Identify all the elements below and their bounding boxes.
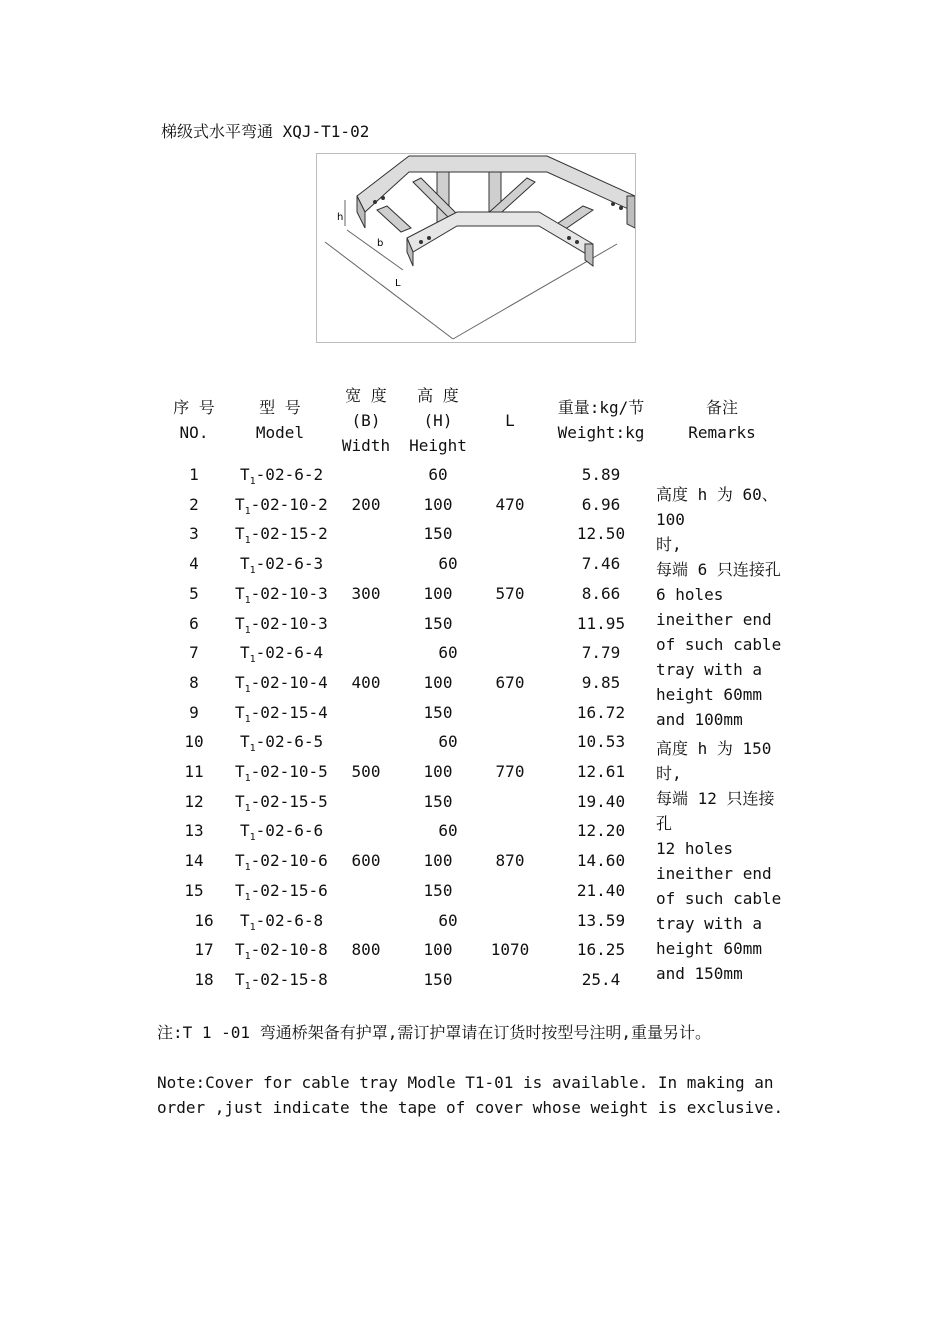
dimension-label-b: b: [377, 238, 384, 249]
table-header-line: 宽 度: [345, 386, 387, 405]
row-model: [240, 732, 324, 755]
row-weight: 16.25: [576, 940, 626, 960]
note-chinese: 注:T 1 -01 弯通桥架备有护罩,需订护罩请在订货时按型号注明,重量另计。: [157, 1023, 711, 1042]
remark-line: and 150mm: [656, 964, 743, 983]
remark-line: and 100mm: [656, 710, 743, 729]
row-model: [235, 851, 328, 874]
row-height: 100: [423, 940, 453, 960]
model-prefix: T: [235, 880, 245, 900]
group-length: 870: [495, 851, 525, 871]
model-prefix: T: [235, 851, 245, 871]
remark-line: ineither end: [656, 610, 772, 629]
row-weight: 13.59: [576, 910, 626, 930]
product-diagram: [316, 153, 636, 343]
group-length: 470: [495, 494, 525, 514]
model-prefix: T: [240, 554, 250, 574]
table-header-line: Width: [341, 436, 391, 455]
row-number: 16: [194, 910, 214, 930]
remark-line: 时,: [656, 764, 682, 783]
model-suffix: -02-10-8: [250, 940, 328, 960]
model-sub: 1: [244, 535, 251, 547]
table-header-line: (B): [351, 411, 381, 430]
row-number: 15: [184, 880, 204, 900]
model-suffix: -02-15-8: [250, 969, 328, 989]
remark-line: 时,: [656, 535, 682, 554]
model-prefix: T: [235, 494, 245, 514]
remark-line: 孔: [656, 814, 673, 833]
model-sub: 1: [249, 476, 256, 487]
group-width: 800: [351, 940, 381, 960]
table-header-line: 备注: [705, 398, 738, 417]
remark-line: 6 holes: [656, 585, 724, 604]
group-length: 570: [495, 583, 525, 603]
model-sub: 1: [244, 713, 251, 725]
row-weight: 12.20: [576, 821, 626, 841]
row-number: 6: [189, 613, 199, 633]
row-weight: 8.66: [581, 583, 621, 603]
model-sub: 1: [249, 654, 256, 666]
row-number: 17: [194, 940, 214, 960]
row-number: 1: [189, 465, 199, 484]
table-header-line: (H): [423, 411, 453, 430]
row-model: [240, 643, 324, 666]
group-width: 300: [351, 583, 381, 603]
row-weight: 12.50: [576, 524, 626, 544]
model-prefix: T: [240, 643, 250, 663]
row-weight: 7.79: [581, 643, 621, 663]
table-header-6: [662, 395, 782, 445]
row-model: [235, 584, 328, 604]
row-number: 18: [194, 969, 214, 989]
model-prefix: T: [235, 672, 245, 692]
row-number: 8: [189, 672, 199, 692]
model-sub: 1: [244, 683, 251, 695]
table-header-line: Height: [409, 436, 467, 455]
row-weight: 9.85: [581, 672, 621, 692]
group-width: 600: [351, 851, 381, 871]
remark-line: 每端 6 只连接孔: [656, 560, 781, 579]
model-sub: 1: [249, 743, 256, 755]
model-sub: 1: [249, 921, 256, 933]
cable-tray-elbow-illustration: [317, 154, 635, 342]
table-header-line: NO.: [179, 423, 209, 442]
table-header-line: 重量:kg/节: [557, 398, 645, 417]
model-sub: 1: [249, 832, 256, 844]
model-suffix: -02-10-5: [250, 762, 328, 781]
model-suffix: -02-6-2: [255, 465, 324, 484]
model-suffix: -02-6-4: [255, 643, 324, 663]
remark-line: tray with a: [656, 914, 762, 933]
row-height: 150: [423, 613, 453, 633]
table-header-line: Model: [255, 423, 305, 442]
row-model: [235, 970, 328, 990]
model-sub: 1: [244, 951, 251, 963]
model-prefix: T: [240, 732, 250, 752]
model-prefix: T: [235, 940, 245, 960]
remark-block: [656, 482, 796, 732]
row-height: 150: [423, 880, 453, 900]
row-number: 3: [189, 524, 199, 544]
row-number: 10: [184, 732, 204, 752]
row-height: 60: [438, 554, 458, 574]
group-length: 770: [495, 762, 525, 781]
row-height: 100: [423, 583, 453, 603]
remark-block: [656, 736, 796, 986]
model-suffix: -02-10-3: [250, 613, 328, 633]
model-suffix: -02-15-5: [250, 791, 328, 811]
model-prefix: T: [240, 465, 250, 484]
model-suffix: -02-6-8: [255, 910, 324, 930]
remark-line: 每端 12 只连接: [656, 789, 775, 808]
remark-line: of such cable: [656, 889, 782, 908]
remark-line: of such cable: [656, 635, 782, 654]
table-header-line: 高 度: [417, 386, 459, 405]
model-sub: 1: [244, 891, 251, 903]
row-number: 7: [189, 643, 199, 663]
remark-line: height 60mm: [656, 939, 762, 958]
row-number: 5: [189, 583, 199, 603]
page-title: 梯级式水平弯通 XQJ-T1-02: [161, 122, 370, 141]
model-suffix: -02-10-6: [250, 851, 328, 871]
remark-line: 高度 h 为 150: [656, 739, 772, 758]
model-suffix: -02-6-5: [255, 732, 324, 752]
row-height: 60: [438, 910, 458, 930]
model-prefix: T: [235, 583, 245, 603]
remark-line: 高度 h 为 60、100: [656, 485, 778, 529]
row-weight: 25.4: [581, 969, 621, 989]
model-suffix: -02-15-2: [250, 524, 328, 544]
model-prefix: T: [235, 613, 245, 633]
table-header-line: 型 号: [259, 398, 301, 417]
model-sub: 1: [249, 565, 256, 577]
row-model: [235, 792, 328, 812]
row-height: 60: [438, 821, 458, 841]
model-sub: 1: [244, 980, 251, 992]
row-weight: 16.72: [576, 702, 626, 722]
row-number: 12: [184, 791, 204, 811]
group-length: 1070: [490, 940, 530, 960]
model-suffix: -02-15-4: [250, 702, 328, 722]
row-weight: 10.53: [576, 732, 626, 752]
model-sub: 1: [244, 773, 251, 784]
model-sub: 1: [244, 862, 251, 874]
row-model: [240, 911, 323, 931]
row-number: 4: [189, 554, 199, 574]
model-sub: 1: [244, 802, 251, 814]
group-width: 400: [351, 672, 381, 692]
row-number: 13: [184, 821, 204, 841]
row-model: [235, 524, 328, 547]
row-weight: 5.89: [581, 465, 621, 484]
row-height: 60: [438, 732, 458, 752]
row-model: [235, 495, 328, 515]
row-model: [240, 554, 324, 577]
row-height: 100: [423, 851, 453, 871]
group-width: 500: [351, 762, 381, 781]
row-weight: 12.61: [576, 762, 626, 781]
row-model: [240, 821, 324, 844]
model-suffix: -02-15-6: [250, 880, 328, 900]
row-height: 150: [423, 702, 453, 722]
row-height: 150: [423, 791, 453, 811]
group-length: 670: [495, 672, 525, 692]
table-header-line: 序 号: [173, 398, 215, 417]
row-height: 100: [423, 672, 453, 692]
row-number: 2: [189, 494, 199, 514]
model-sub: 1: [244, 624, 251, 636]
row-model: [240, 465, 323, 485]
row-height: 150: [423, 524, 453, 544]
model-suffix: -02-10-3: [250, 583, 328, 603]
model-suffix: -02-6-3: [255, 554, 324, 574]
model-prefix: T: [235, 791, 245, 811]
row-height: 150: [423, 969, 453, 989]
row-weight: 6.96: [581, 494, 621, 514]
row-model: [235, 881, 328, 901]
model-prefix: T: [235, 702, 245, 722]
row-number: 9: [189, 702, 199, 722]
model-prefix: T: [235, 762, 245, 781]
model-suffix: -02-6-6: [255, 821, 324, 841]
row-weight: 7.46: [581, 554, 621, 574]
row-number: 11: [184, 762, 204, 781]
remark-line: height 60mm: [656, 685, 762, 704]
model-sub: 1: [244, 594, 251, 606]
row-number: 14: [184, 851, 204, 871]
model-suffix: -02-10-2: [250, 494, 328, 514]
row-height: 60: [428, 465, 448, 484]
table-header-line: L: [505, 411, 515, 430]
model-suffix: -02-10-4: [250, 672, 328, 692]
model-prefix: T: [235, 524, 245, 544]
row-weight: 14.60: [576, 851, 626, 871]
remark-line: tray with a: [656, 660, 762, 679]
row-weight: 19.40: [576, 791, 626, 811]
remark-line: 12 holes: [656, 839, 734, 858]
group-width: 200: [351, 494, 381, 514]
row-model: [235, 673, 328, 693]
note-english: Note:Cover for cable tray Modle T1-01 is available. In making an order ,just indicate the tape of cover whose weight is exclusive.: [157, 1073, 784, 1117]
dimension-label-l: L: [395, 278, 401, 289]
row-model: [235, 762, 328, 782]
remark-line: ineither end: [656, 864, 772, 883]
table-header-line: Remarks: [688, 423, 756, 442]
model-prefix: T: [235, 969, 245, 989]
row-height: 100: [423, 762, 453, 781]
row-model: [235, 614, 328, 634]
model-prefix: T: [240, 821, 250, 841]
row-model: [235, 940, 328, 963]
model-prefix: T: [240, 910, 250, 930]
row-weight: 21.40: [576, 880, 626, 900]
table-header-5: [541, 395, 661, 445]
row-model: [235, 703, 328, 723]
dimension-label-h: h: [337, 212, 344, 223]
table-header-line: Weight:kg: [557, 423, 645, 442]
row-weight: 11.95: [576, 613, 626, 633]
model-sub: 1: [244, 505, 251, 517]
row-height: 100: [423, 494, 453, 514]
row-height: 60: [438, 643, 458, 663]
